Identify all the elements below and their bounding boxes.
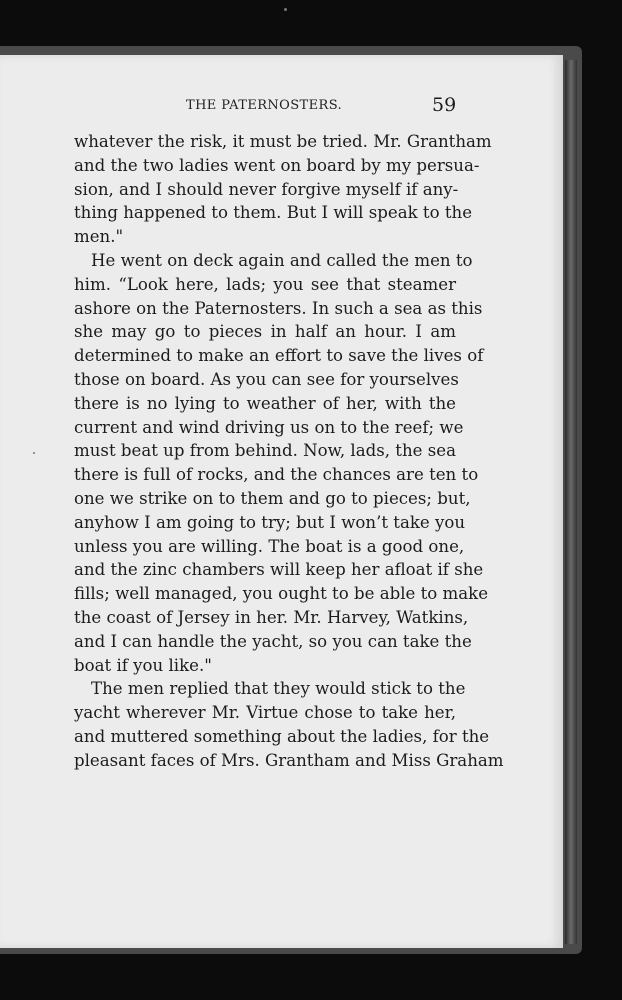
text-line: him. “Look here, lads; you see that steamer bbox=[74, 274, 456, 294]
text-line: there is no lying to weather of her, with the bbox=[74, 393, 456, 413]
text-line: and I can handle the yacht, so you can take the bbox=[74, 631, 472, 651]
text-line: and the two ladies went on board by my persua- bbox=[74, 155, 480, 175]
text-line: anyhow I am going to try; but I won’t take you bbox=[74, 512, 466, 532]
text-line: thing happened to them. But I will speak to the bbox=[74, 203, 473, 223]
text-line: those on board. As you can see for yourselves bbox=[74, 369, 459, 389]
text-line: yacht wherever Mr. Virtue chose to take her, bbox=[74, 703, 456, 723]
text-line: determined to make an effort to save the lives of bbox=[74, 346, 484, 366]
running-title: THE PATERNOSTERS. bbox=[186, 98, 343, 113]
text-line: fills; well managed, you ought to be able to make bbox=[74, 584, 489, 604]
text-line: she may go to pieces in half an hour. I am bbox=[74, 322, 456, 342]
text-line: The men replied that they would stick to the bbox=[91, 679, 466, 699]
text-line: men." bbox=[74, 227, 124, 247]
page-number: 59 bbox=[432, 94, 457, 116]
dust-speck bbox=[33, 452, 35, 454]
text-line: and the zinc chambers will keep her afloat if she bbox=[74, 560, 484, 580]
text-line: unless you are willing. The boat is a good one, bbox=[74, 536, 465, 556]
text-line: one we strike on to them and go to pieces; but, bbox=[74, 488, 471, 508]
text-line: sion, and I should never forgive myself if any- bbox=[74, 179, 459, 199]
running-head bbox=[0, 94, 563, 118]
text-line: boat if you like." bbox=[74, 655, 212, 675]
text-line: there is full of rocks, and the chances are ten to bbox=[74, 465, 479, 485]
text-line: and muttered something about the ladies, for the bbox=[74, 726, 490, 746]
text-line: the coast of Jersey in her. Mr. Harvey, Watkins, bbox=[74, 607, 469, 627]
cover-edge bbox=[565, 60, 577, 944]
text-line: whatever the risk, it must be tried. Mr. Grantham bbox=[74, 132, 492, 151]
text-line: must beat up from behind. Now, lads, the sea bbox=[74, 441, 456, 461]
text-line: ashore on the Paternosters. In such a sea as this bbox=[74, 298, 483, 318]
body-text bbox=[74, 130, 504, 773]
text-line: pleasant faces of Mrs. Grantham and Miss Graham bbox=[74, 750, 504, 770]
text-line: current and wind driving us on to the reef; we bbox=[74, 417, 464, 437]
dust-speck bbox=[284, 8, 287, 11]
text-line: He went on deck again and called the men to bbox=[91, 250, 473, 270]
